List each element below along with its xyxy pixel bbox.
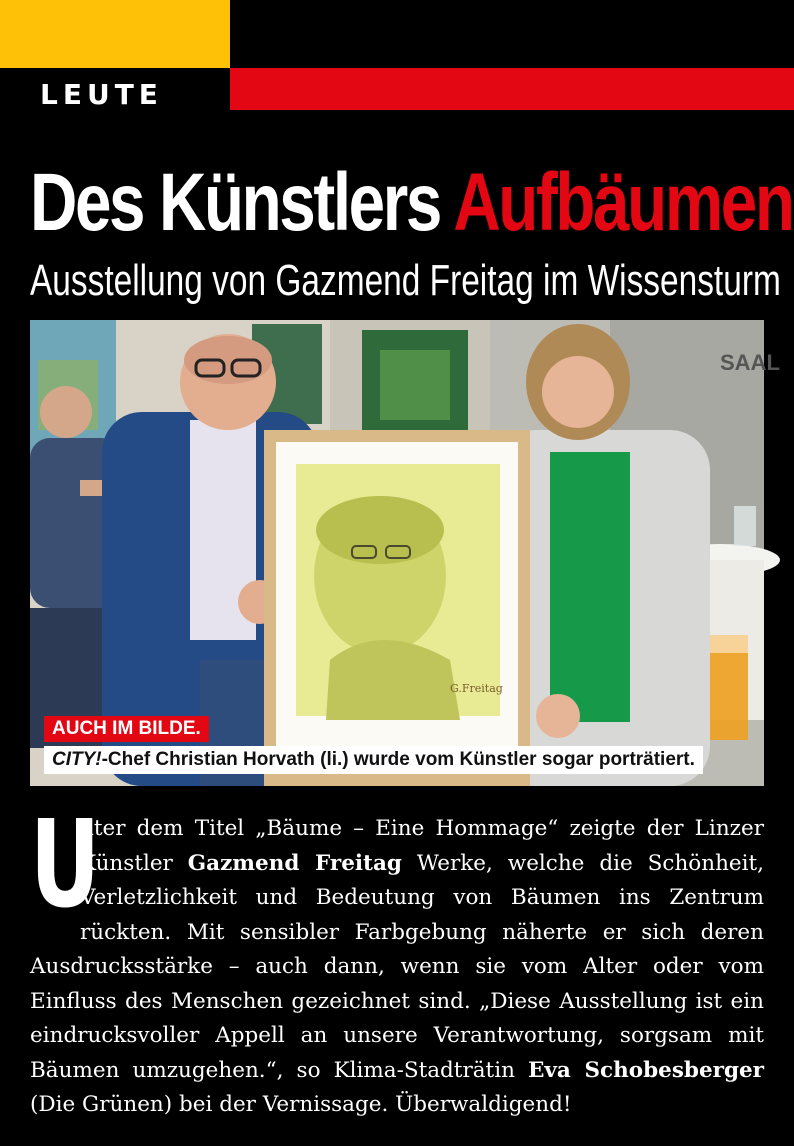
subheadline: Ausstellung von Gazmend Freitag im Wissensturm — [30, 256, 781, 305]
section-label: LEUTE — [40, 78, 163, 111]
portrait-signature: G.Freitag — [450, 682, 503, 695]
article-text-1: nter dem Titel „Bäume – Eine Hommage“ zeigte der Linzer Künstler — [80, 816, 764, 876]
article-text-2: Werke, welche die Schönheit, Verletzlichkeit und Bedeutung von Bäumen ins Zentrum rückten. Mit sensibler Farbgebung näherte er sich deren Ausdrucksstärke – auch dann, wenn sie vom Alter oder vom Einfluss des Menschen gezeichnet sind. „Diese Ausstellung ist ein eindrucksvoller Appell an unsere Verantwortung, sorgsam mit Bäumen umzugehen.“, so Klima-Stadträtin — [30, 850, 764, 1083]
headline-white: Des Künstlers — [30, 157, 440, 248]
article-photo — [30, 320, 780, 786]
article-text-3: (Die Grünen) bei der Vernissage. Überwaldigend! — [30, 1092, 572, 1117]
article-body — [30, 796, 764, 1123]
room-sign: SAAL — [720, 350, 780, 375]
caption-brand: CITY! — [52, 749, 102, 770]
artist-name: Gazmend Freitag — [187, 850, 402, 876]
headline-red: Aufbäumen — [453, 157, 793, 248]
drop-cap: U — [30, 796, 101, 935]
caption-text: -Chef Christian Horvath (li.) wurde vom Künstler sogar porträtiert. — [101, 749, 695, 770]
councillor-name: Eva Schobesberger — [527, 1057, 764, 1083]
section-red-bar — [230, 68, 794, 110]
section-color-block — [0, 0, 230, 68]
caption-tag: AUCH IM BILDE. — [44, 716, 209, 742]
headline — [30, 157, 793, 248]
photo-caption — [44, 746, 703, 774]
